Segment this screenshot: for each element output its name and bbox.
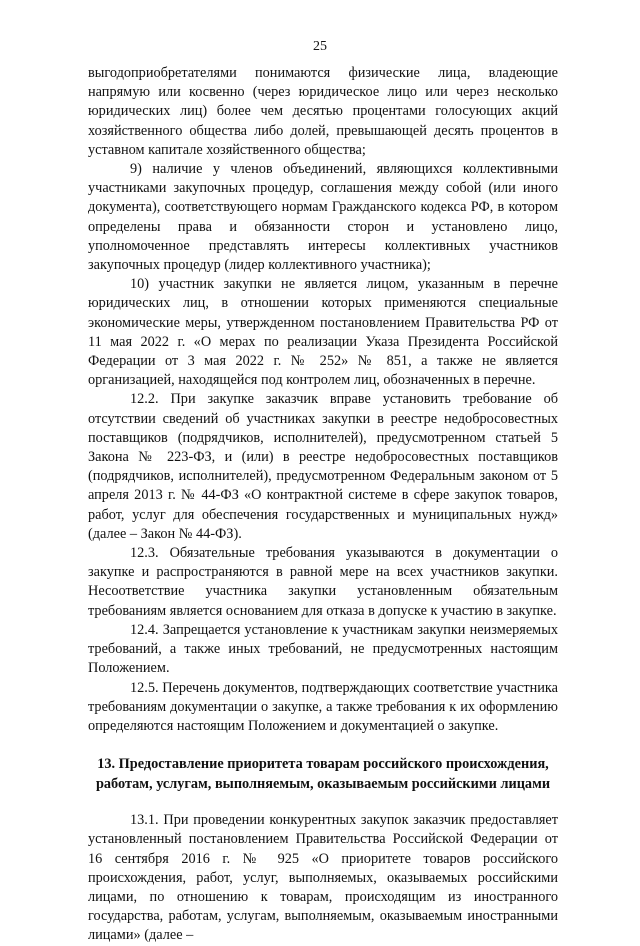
section-title: 13. Предоставление приоритета товарам российского происхождения, работам, услугам, выполняемым, оказываемым российскими лицами xyxy=(95,756,551,792)
paragraph-item-10: 10) участник закупки не является лицом, указанным в перечне юридических лиц, в отношении которых применяются специальные экономические меры, утвержденном постановлением Правительства РФ от 11 мая 2022 г. «О мерах по реализации Указа Президента Российской Федерации от 3 мая 2022 г. № 252» № 851, а также не является организацией, находящейся под контролем лиц, обозначенных в перечне. xyxy=(88,276,558,389)
page-number: 25 xyxy=(313,39,327,54)
paragraph-12-5: 12.5. Перечень документов, подтверждающих соответствие участника требованиям документации о закупке, а также требования к их оформлению определяются настоящим Положением и документацией о закупке. xyxy=(88,679,558,734)
paragraph-continuation: выгодоприобретателями понимаются физические лица, владеющие напрямую или косвенно (через юридическое лицо или через несколько юридических лиц) более чем десятью процентами голосующих акций хозяйственного общества либо долей, превышающей десять процентов в уставном капитале хозяйственного общества; xyxy=(88,65,558,158)
paragraph-12-2: 12.2. При закупке заказчик вправе установить требование об отсутствии сведений об участниках закупки в реестре недобросовестных поставщиков (подрядчиков, исполнителей), предусмотренном статьей 5 Закона № 223-ФЗ, и (или) в реестре недобросовестных поставщиков (подрядчиков, исполнителей), предусмотренном Федеральным законом от 5 апреля 2013 г. № 44-ФЗ «О контрактной системе в сфере закупок товаров, работ, услуг для обеспечения государственных и муниципальных нужд» (далее – Закон № 44-ФЗ). xyxy=(88,391,558,542)
document-body xyxy=(88,64,558,946)
paragraph-12-4: 12.4. Запрещается установление к участникам закупки неизмеряемых требований, а также иных требований, не предусмотренных настоящим Положением. xyxy=(88,621,558,677)
paragraph-13-1: 13.1. При проведении конкурентных закупок заказчик предоставляет установленный постановлением Правительства Российской Федерации от 16 сентября 2016 г. № 925 «О приоритете товаров российского происхождения, работ, услуг, выполняемых, оказываемых российскими лицами, по отношению к товарам, происходящим из иностранного государства, работам, услугам, выполняемым, оказываемым иностранными лицами» (далее – xyxy=(88,812,558,944)
paragraph-item-9: 9) наличие у членов объединений, являющихся коллективными участниками закупочных процедур, соглашения между собой (или иного документа), соответствующего нормам Гражданского кодекса РФ, в котором определены права и обязанности сторон и установлено лицо, уполномоченное представлять интересы коллективных участников закупочных процедур (лидер коллективного участника); xyxy=(88,161,558,274)
paragraph-12-3: 12.3. Обязательные требования указываются в документации о закупке и распространяются в равной мере на всех участников закупки. Несоответствие участника закупки установленным обязательным требованиям является основанием для отказа в допуске к участию в закупке. xyxy=(88,545,558,619)
